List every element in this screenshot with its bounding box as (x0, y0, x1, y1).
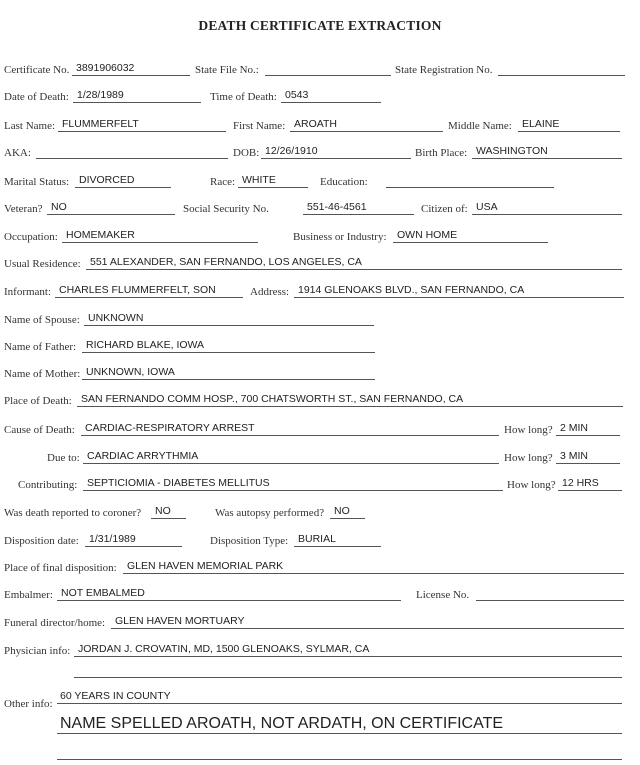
aka-field[interactable] (36, 145, 228, 159)
business-field[interactable]: OWN HOME (393, 229, 548, 243)
date-of-death-field[interactable]: 1/28/1989 (73, 89, 201, 103)
last-name-field[interactable]: FLUMMERFELT (58, 118, 226, 132)
license-no-field[interactable] (476, 587, 624, 601)
last-name-label: Last Name: (4, 120, 56, 132)
dob-field[interactable]: 12/26/1910 (261, 145, 411, 159)
state-file-no-label: State File No.: (195, 64, 259, 76)
race-label: Race: (210, 176, 236, 188)
disposition-date-label: Disposition date: (4, 535, 79, 547)
mother-label: Name of Mother: (4, 368, 81, 380)
other-info-label: Other info: (4, 698, 53, 710)
usual-residence-field[interactable]: 551 ALEXANDER, SAN FERNANDO, LOS ANGELES, CA (86, 256, 622, 270)
other-info-field[interactable]: 60 YEARS IN COUNTY (57, 690, 622, 704)
autopsy-label: Was autopsy performed? (215, 507, 325, 519)
contributing-how-long-field[interactable]: 12 HRS (558, 477, 622, 491)
state-registration-no-field[interactable] (498, 62, 625, 76)
cause-how-long-label: How long? (504, 424, 553, 436)
coroner-label: Was death reported to coroner? (4, 507, 142, 519)
due-to-how-long-field[interactable]: 3 MIN (556, 450, 620, 464)
usual-residence-label: Usual Residence: (4, 258, 81, 270)
disposition-type-field[interactable]: BURIAL (294, 533, 381, 547)
birth-place-label: Birth Place: (415, 147, 468, 159)
cause-how-long-field[interactable]: 2 MIN (556, 422, 620, 436)
father-label: Name of Father: (4, 341, 77, 353)
citizen-of-field[interactable]: USA (472, 201, 622, 215)
license-no-label: License No. (416, 589, 470, 601)
state-file-no-field[interactable] (265, 62, 391, 76)
date-of-death-label: Date of Death: (4, 91, 69, 103)
occupation-label: Occupation: (4, 231, 58, 243)
father-field[interactable]: RICHARD BLAKE, IOWA (82, 339, 375, 353)
cause-of-death-label: Cause of Death: (4, 424, 75, 436)
education-field[interactable] (386, 174, 554, 188)
middle-name-label: Middle Name: (448, 120, 512, 132)
first-name-field[interactable]: AROATH (290, 118, 443, 132)
informant-label: Informant: (4, 286, 52, 298)
place-of-death-field[interactable]: SAN FERNANDO COMM HOSP., 700 CHATSWORTH ST., SAN FERNANDO, CA (77, 393, 623, 407)
mother-field[interactable]: UNKNOWN, IOWA (82, 366, 375, 380)
coroner-field[interactable]: NO (151, 505, 186, 519)
time-of-death-label: Time of Death: (210, 91, 277, 103)
ssn-label: Social Security No. (183, 203, 269, 215)
address-field[interactable]: 1914 GLENOAKS BLVD., SAN FERNANDO, CA (294, 284, 624, 298)
embalmer-label: Embalmer: (4, 589, 53, 601)
state-registration-no-label: State Registration No. (395, 64, 493, 76)
contributing-field[interactable]: SEPTICIOMIA - DIABETES MELLITUS (83, 477, 503, 491)
marital-status-field[interactable]: DIVORCED (75, 174, 171, 188)
time-of-death-field[interactable]: 0543 (281, 89, 381, 103)
disposition-type-label: Disposition Type: (210, 535, 289, 547)
document-title: DEATH CERTIFICATE EXTRACTION (198, 18, 442, 33)
spouse-field[interactable]: UNKNOWN (84, 312, 374, 326)
spouse-label: Name of Spouse: (4, 314, 80, 326)
citizen-of-label: Citizen of: (421, 203, 468, 215)
final-disposition-label: Place of final disposition: (4, 562, 117, 574)
due-to-field[interactable]: CARDIAC ARRYTHMIA (83, 450, 499, 464)
veteran-label: Veteran? (4, 203, 43, 215)
certificate-no-field[interactable]: 3891906032 (72, 62, 190, 76)
place-of-death-label: Place of Death: (4, 395, 72, 407)
due-to-how-long-label: How long? (504, 452, 553, 464)
informant-field[interactable]: CHARLES FLUMMERFELT, SON (55, 284, 243, 298)
cause-of-death-field[interactable]: CARDIAC-RESPIRATORY ARREST (81, 422, 499, 436)
funeral-home-field[interactable]: GLEN HAVEN MORTUARY (111, 615, 624, 629)
embalmer-field[interactable]: NOT EMBALMED (57, 587, 401, 601)
veteran-field[interactable]: NO (47, 201, 175, 215)
first-name-label: First Name: (233, 120, 286, 132)
disposition-date-field[interactable]: 1/31/1989 (85, 533, 182, 547)
ssn-field[interactable]: 551-46-4561 (303, 201, 414, 215)
occupation-field[interactable]: HOMEMAKER (62, 229, 258, 243)
physician-field-line2[interactable] (74, 664, 622, 678)
physician-label: Physician info: (4, 645, 71, 657)
contributing-how-long-label: How long? (507, 479, 556, 491)
physician-field[interactable]: JORDAN J. CROVATIN, MD, 1500 GLENOAKS, SYLMAR, CA (74, 643, 622, 657)
business-label: Business or Industry: (293, 231, 387, 243)
marital-status-label: Marital Status: (4, 176, 70, 188)
due-to-label: Due to: (47, 452, 80, 464)
education-label: Education: (320, 176, 368, 188)
dob-label: DOB: (233, 147, 260, 159)
other-info-field-line3[interactable] (57, 746, 622, 760)
race-field[interactable]: WHITE (238, 174, 308, 188)
middle-name-field[interactable]: ELAINE (518, 118, 620, 132)
other-info-field-line2[interactable]: NAME SPELLED AROATH, NOT ARDATH, ON CERTIFICATE (57, 714, 622, 734)
funeral-home-label: Funeral director/home: (4, 617, 106, 629)
autopsy-field[interactable]: NO (330, 505, 365, 519)
contributing-label: Contributing: (18, 479, 78, 491)
certificate-no-label: Certificate No. (4, 64, 70, 76)
address-label: Address: (250, 286, 290, 298)
birth-place-field[interactable]: WASHINGTON (472, 145, 622, 159)
aka-label: AKA: (4, 147, 31, 159)
final-disposition-field[interactable]: GLEN HAVEN MEMORIAL PARK (123, 560, 624, 574)
